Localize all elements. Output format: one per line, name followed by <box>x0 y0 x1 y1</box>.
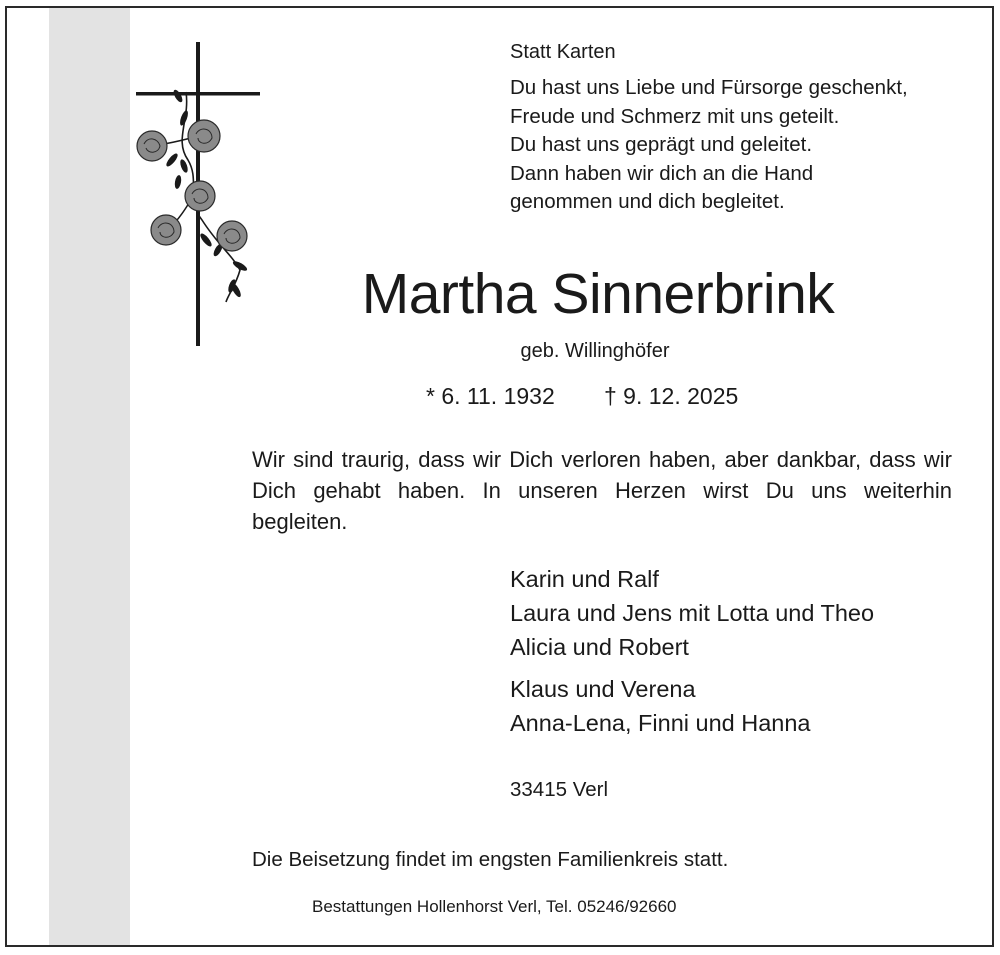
undertaker-info: Bestattungen Hollenhorst Verl, Tel. 05246/92660 <box>312 897 677 916</box>
poem-line: Dann haben wir dich an die Hand <box>510 161 814 185</box>
death-date: † 9. 12. 2025 <box>604 383 739 409</box>
family-line: Laura und Jens mit Lotta und Theo <box>510 600 875 626</box>
condolence-text: Wir sind traurig, dass wir Dich verloren haben, aber dankbar, dass wir Dich gehabt haben. In unseren Herzen wirst Du uns weiterhin begleiten. <box>252 447 952 534</box>
funeral-info: Die Beisetzung findet im engsten Familienkreis statt. <box>252 848 729 871</box>
birth-date: * 6. 11. 1932 <box>426 383 555 409</box>
family-group <box>510 672 811 740</box>
deceased-name: Martha Sinnerbrink <box>361 262 835 326</box>
poem-line: genommen und dich begleitet. <box>510 190 785 213</box>
poem-line: Freude und Schmerz mit uns geteilt. <box>510 104 840 128</box>
poem <box>510 74 908 217</box>
poem-line: Du hast uns geprägt und geleitet. <box>510 133 813 156</box>
poem-line: Du hast uns Liebe und Fürsorge geschenkt, <box>510 76 908 99</box>
town: 33415 Verl <box>510 778 609 801</box>
family-line: Alicia und Robert <box>510 634 689 660</box>
family-line: Anna-Lena, Finni und Hanna <box>510 710 811 736</box>
family-line: Karin und Ralf <box>510 566 659 592</box>
family-group <box>510 562 874 664</box>
maiden-name: geb. Willinghöfer <box>520 340 670 362</box>
side-band <box>49 8 130 945</box>
motto: Statt Karten <box>510 41 616 63</box>
family-line: Klaus und Verena <box>510 676 696 702</box>
